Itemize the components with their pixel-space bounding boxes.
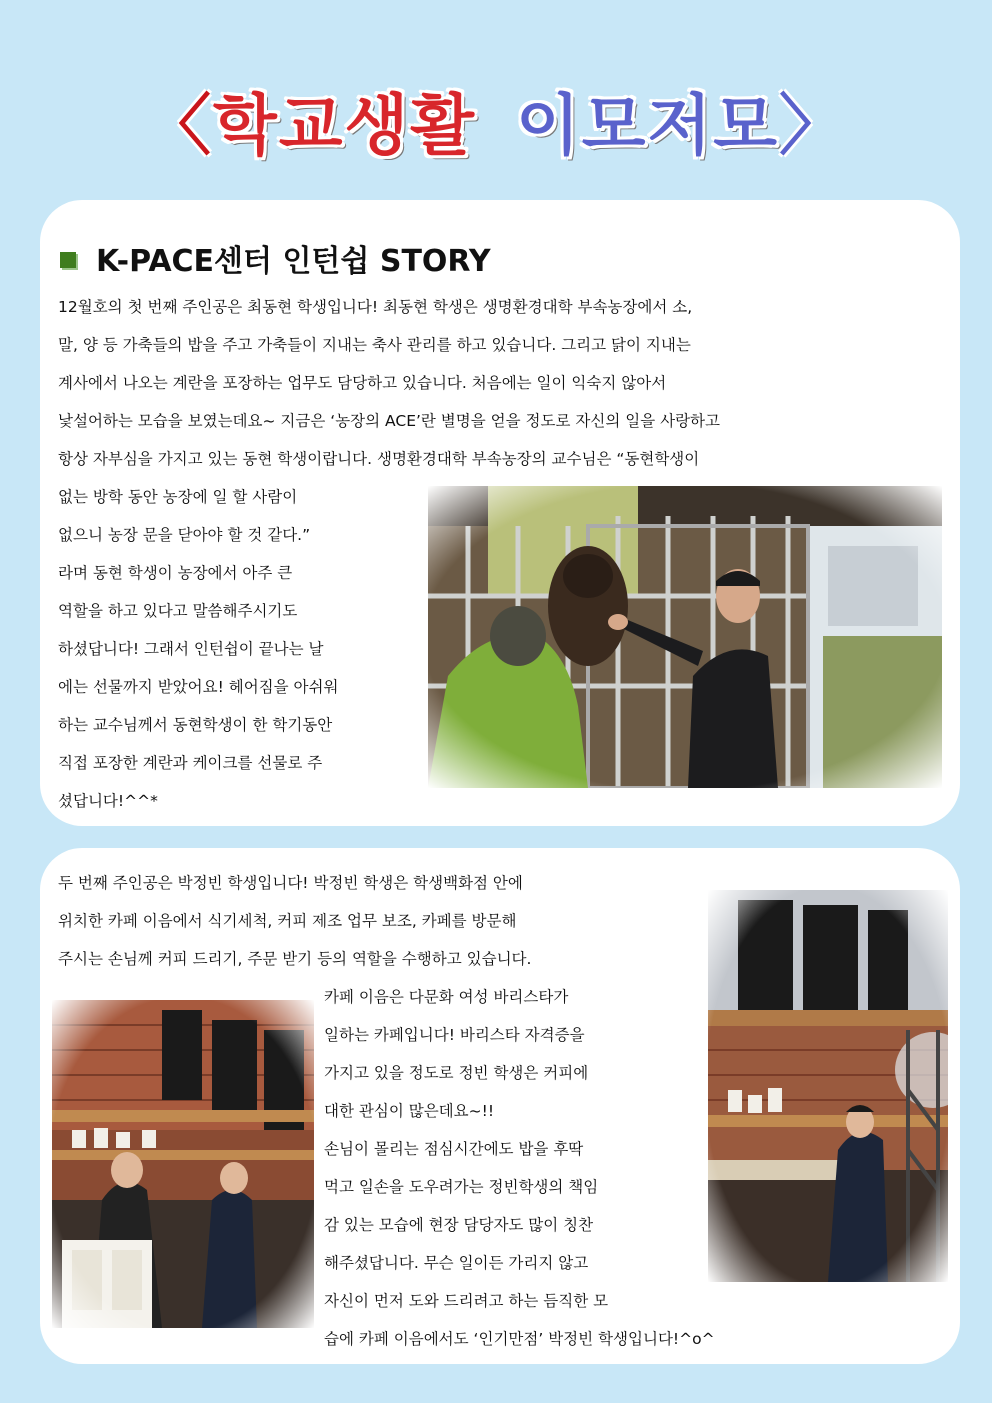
- paragraph-line: 12월호의 첫 번째 주인공은 최동현 학생입니다! 최동현 학생은 생명환경대학 부속농장에서 소,: [58, 298, 693, 316]
- paragraph-line: 두 번째 주인공은 박정빈 학생입니다! 박정빈 학생은 학생백화점 안에: [58, 874, 523, 892]
- paragraph-line: 없는 방학 동안 농장에 일 할 사람이: [58, 488, 298, 506]
- paragraph-line: 말, 양 등 가축들의 밥을 주고 가축들이 지내는 축사 관리를 하고 있습니다. 그리고 닭이 지내는: [58, 336, 691, 354]
- paragraph-line: 주시는 손님께 커피 드리기, 주문 받기 등의 역할을 수행하고 있습니다.: [58, 950, 532, 968]
- paragraph-line: 대한 관심이 많은데요~!!: [324, 1102, 495, 1120]
- square-bullet-icon: [60, 252, 76, 268]
- paragraph-line: 하는 교수님께서 동현학생이 한 학기동안: [58, 716, 333, 734]
- paragraph-line: 해주셨답니다. 무슨 일이든 가리지 않고: [324, 1254, 589, 1272]
- page-title: [0, 72, 992, 172]
- title-bracket-left: 〈: [144, 87, 213, 164]
- paragraph-line: 위치한 카페 이음에서 식기세척, 커피 제조 업무 보조, 카페를 방문해: [58, 912, 517, 930]
- paragraph-line: 하셨답니다! 그래서 인턴쉽이 끝나는 날: [58, 640, 324, 658]
- paragraph-line: 가지고 있을 정도로 정빈 학생은 커피에: [324, 1064, 589, 1082]
- paragraph-line: 먹고 일손을 도우려가는 정빈학생의 책임: [324, 1178, 599, 1196]
- paragraph-line: 습에 카페 이음에서도 ‘인기만점’ 박정빈 학생입니다!^o^: [324, 1330, 715, 1348]
- paragraph-line: 감 있는 모습에 현장 담당자도 많이 칭찬: [324, 1216, 594, 1234]
- section-heading: K-PACE센터 인턴쉽 STORY: [96, 244, 491, 279]
- title-bracket-right: 〉: [779, 87, 848, 164]
- paragraph-line: 없으니 농장 문을 닫아야 할 것 같다.”: [58, 526, 311, 544]
- title-school-life: 학교생활: [212, 87, 476, 164]
- paragraph-line: 계사에서 나오는 계란을 포장하는 업무도 담당하고 있습니다. 처음에는 일이 익숙지 않아서: [58, 374, 667, 392]
- cafe-interior-photo-left: [52, 1000, 314, 1328]
- paragraph-line: 손님이 몰리는 점심시간에도 밥을 후딱: [324, 1140, 584, 1158]
- paragraph-line: 셨답니다!^^*: [58, 792, 158, 810]
- paragraph-line: 일하는 카페입니다! 바리스타 자격증을: [324, 1026, 585, 1044]
- paragraph-line: 역할을 하고 있다고 말씀해주시기도: [58, 602, 298, 620]
- title-various: 이모저모: [516, 87, 780, 164]
- paragraph-line: 낯설어하는 모습을 보였는데요~ 지금은 ‘농장의 ACE’란 별명을 얻을 정도로 자신의 일을 사랑하고: [58, 412, 720, 430]
- paragraph-line: 에는 선물까지 받았어요! 헤어짐을 아쉬워: [58, 678, 339, 696]
- paragraph-line: 직접 포장한 계란과 케이크를 선물로 주: [58, 754, 323, 772]
- paragraph-line: 항상 자부심을 가지고 있는 동현 학생이랍니다. 생명환경대학 부속농장의 교수님은 “동현학생이: [58, 450, 700, 468]
- paragraph-line: 자신이 먼저 도와 드리려고 하는 듬직한 모: [324, 1292, 609, 1310]
- farm-stable-photo: [428, 486, 942, 788]
- cafe-interior-photo-right: [708, 890, 948, 1282]
- paragraph-line: 카페 이음은 다문화 여성 바리스타가: [324, 988, 569, 1006]
- paragraph-line: 라며 동현 학생이 농장에서 아주 큰: [58, 564, 293, 582]
